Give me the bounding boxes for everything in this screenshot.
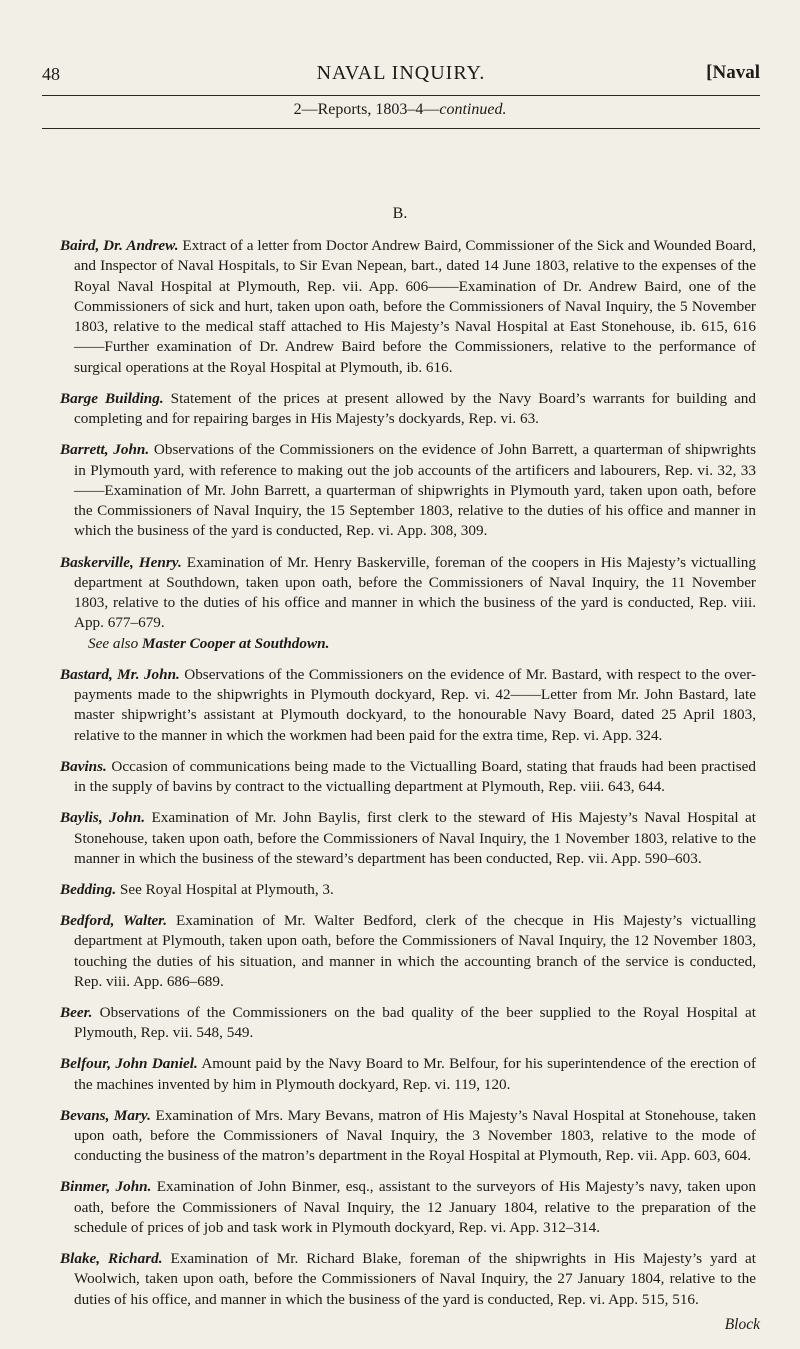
header-rule bbox=[42, 95, 760, 96]
see-also-ref: Master Cooper at Southdown. bbox=[142, 634, 330, 652]
entry-head: Beer. bbox=[60, 1003, 93, 1021]
subtitle-continued: continued. bbox=[439, 101, 507, 118]
see-also-label: See also bbox=[88, 634, 139, 652]
index-entry bbox=[60, 1177, 756, 1238]
see-also bbox=[88, 635, 329, 652]
running-header bbox=[42, 54, 760, 86]
entry-text: Occasion of communications being made to the Victualling Board, stating that frauds had been practised in the supply of bavins by contract to the victualling department at Plymouth, Rep. viii. 643, 644. bbox=[74, 757, 756, 796]
index-entry bbox=[60, 808, 756, 869]
entry-head: Binmer, John. bbox=[60, 1178, 152, 1196]
entry-text: See Royal Hospital at Plymouth, 3. bbox=[119, 880, 334, 898]
entry-head: Barrett, John. bbox=[60, 441, 150, 459]
index-entries bbox=[60, 236, 756, 1321]
running-title: NAVAL INQUIRY. bbox=[316, 62, 486, 84]
entry-text: Examination of Mr. John Baylis, first clerk to the steward of His Majesty’s Naval Hospital at Stonehouse, taken upon oath, before the Commissioners of Naval Inquiry, the 1 November 1803, relative to the manner in which the business of the steward’s department has been conducted, Rep. vii. App. 590–603. bbox=[74, 809, 756, 867]
entry-head: Baird, Dr. Andrew. bbox=[60, 237, 179, 254]
index-entry bbox=[60, 1003, 756, 1044]
entry-text: Examination of Mrs. Mary Bevans, matron of His Majesty’s Naval Hospital at Stonehouse, taken upon oath, before the Commissioners of Naval Inquiry, the 3 November 1803, relative to the mode of conducting the business of the matron’s department in the Royal Hospital at Plymouth, Rep. vii. App. 603, 604. bbox=[74, 1106, 757, 1165]
entry-text: Observations of the Commissioners on the evidence of John Barrett, a quarterman of shipwrights in Plymouth yard, with reference to making out the job accounts of the artificers and labourers, Rep. vi. 32, 33——Examination of Mr. John Barrett, a quarterman of shipwrights in Plymouth yard, taken upon oath, before the Commissioners of Naval Inquiry, the 15 September 1803, relative to the duties of his office and manner in which the business of the yard is conducted, Rep. vi. App. 308, 309. bbox=[74, 441, 757, 540]
entry-head: Belfour, John Daniel. bbox=[60, 1055, 198, 1073]
entry-text: Observations of the Commissioners on the bad quality of the beer supplied to the Royal Hospital at Plymouth, Rep. vii. 548, 549. bbox=[74, 1003, 756, 1042]
entry-head: Bavins. bbox=[60, 757, 107, 775]
index-entry bbox=[60, 880, 756, 900]
entry-text: Examination of Mr. Henry Baskerville, foreman of the coopers in His Majesty’s victualling department at Southdown, taken upon oath, before the Commissioners of Naval Inquiry, the 11 November 1803, relative to the duties of his office and manner in which the business of the yard is conducted, Rep. viii. App. 677–679. bbox=[74, 553, 756, 632]
section-subtitle bbox=[0, 101, 800, 119]
index-entry bbox=[60, 1054, 756, 1095]
entry-head: Bedding. bbox=[60, 880, 117, 898]
entry-head: Blake, Richard. bbox=[60, 1250, 163, 1268]
entry-head: Barge Building. bbox=[60, 389, 164, 407]
subtitle-prefix: 2—Reports, 1803–4— bbox=[293, 101, 440, 118]
entry-head: Baskerville, Henry. bbox=[60, 553, 182, 571]
index-entry bbox=[60, 440, 756, 541]
catchword: Block bbox=[724, 1316, 760, 1333]
index-entry bbox=[60, 553, 756, 654]
page-number: 48 bbox=[42, 64, 60, 84]
entry-head: Bedford, Walter. bbox=[60, 911, 168, 929]
entry-head: Bastard, Mr. John. bbox=[60, 665, 180, 683]
index-entry bbox=[60, 757, 756, 798]
index-entry bbox=[60, 1249, 756, 1310]
section-letter: B. bbox=[392, 205, 408, 222]
subtitle-rule bbox=[42, 128, 760, 129]
index-entry bbox=[60, 911, 756, 992]
series-label: [Naval bbox=[706, 62, 760, 83]
index-entry bbox=[60, 389, 756, 430]
entry-text: Observations of the Commissioners on the evidence of Mr. Bastard, with respect to the over-payments made to the shipwrights in Plymouth dockyard, Rep. vi. 42——Letter from Mr. John Bastard, late master shipwright’s assistant at Plymouth dockyard, to the honourable Navy Board, dated 25 April 1803, relative to the manner in which the workmen had been paid for the extra time, Rep. vi. App. 324. bbox=[74, 665, 757, 744]
entry-text: Extract of a letter from Doctor Andrew Baird, Commissioner of the Sick and Wounded Board, and Inspector of Naval Hospitals, to Sir Evan Nepean, bart., dated 14 June 1803, relative to the expenses of the Royal Naval Hospital at Plymouth, Rep. vii. App. 606——Examination of Dr. Andrew Baird, one of the Commissioners of sick and hurt, taken upon oath, before the Commissioners of Naval Inquiry, the 5 November 1803, relative to the medical staff attached to His Majesty’s Naval Hospital at East Stonehouse, ib. 615, 616——Further examination of Dr. Andrew Baird before the Commissioners, relative to the performance of surgical operations at the Royal Hospital at Plymouth, ib. 616. bbox=[74, 237, 756, 376]
index-entry bbox=[60, 665, 756, 746]
entry-head: Bevans, Mary. bbox=[60, 1106, 151, 1124]
entry-text: Examination of Mr. Richard Blake, foreman of the shipwrights in His Majesty’s yard at Woolwich, taken upon oath, before the Commissioners of Naval Inquiry, the 27 January 1804, relative to the duties of his office, and manner in which the business of the yard is conducted, Rep. vi. App. 515, 516. bbox=[74, 1250, 756, 1308]
entry-text: Examination of John Binmer, esq., assistant to the surveyors of His Majesty’s navy, taken upon oath, before the Commissioners of Naval Inquiry, the 12 January 1804, relative to the preparation of the schedule of prices of job and task work in Plymouth dockyard, Rep. vi. App. 312–314. bbox=[74, 1178, 756, 1237]
entry-head: Baylis, John. bbox=[60, 809, 145, 827]
index-entry bbox=[60, 1106, 756, 1167]
index-entry bbox=[60, 236, 756, 378]
entry-text: Examination of Mr. Walter Bedford, clerk of the checque in His Majesty’s victualling department at Plymouth, taken upon oath, before the Commissioners of Naval Inquiry, the 12 November 1803, touching the duties of his situation, and manner in which the accounting branch of the service is conducted, Rep. viii. App. 686–689. bbox=[74, 911, 757, 990]
entry-text: Amount paid by the Navy Board to Mr. Belfour, for his superintendence of the erection of the machines invented by him in Plymouth dockyard, Rep. vi. 119, 120. bbox=[74, 1055, 756, 1093]
entry-text: Statement of the prices at present allowed by the Navy Board’s warrants for building and completing and for repairing barges in His Majesty’s dockyards, Rep. vi. 63. bbox=[74, 389, 756, 428]
